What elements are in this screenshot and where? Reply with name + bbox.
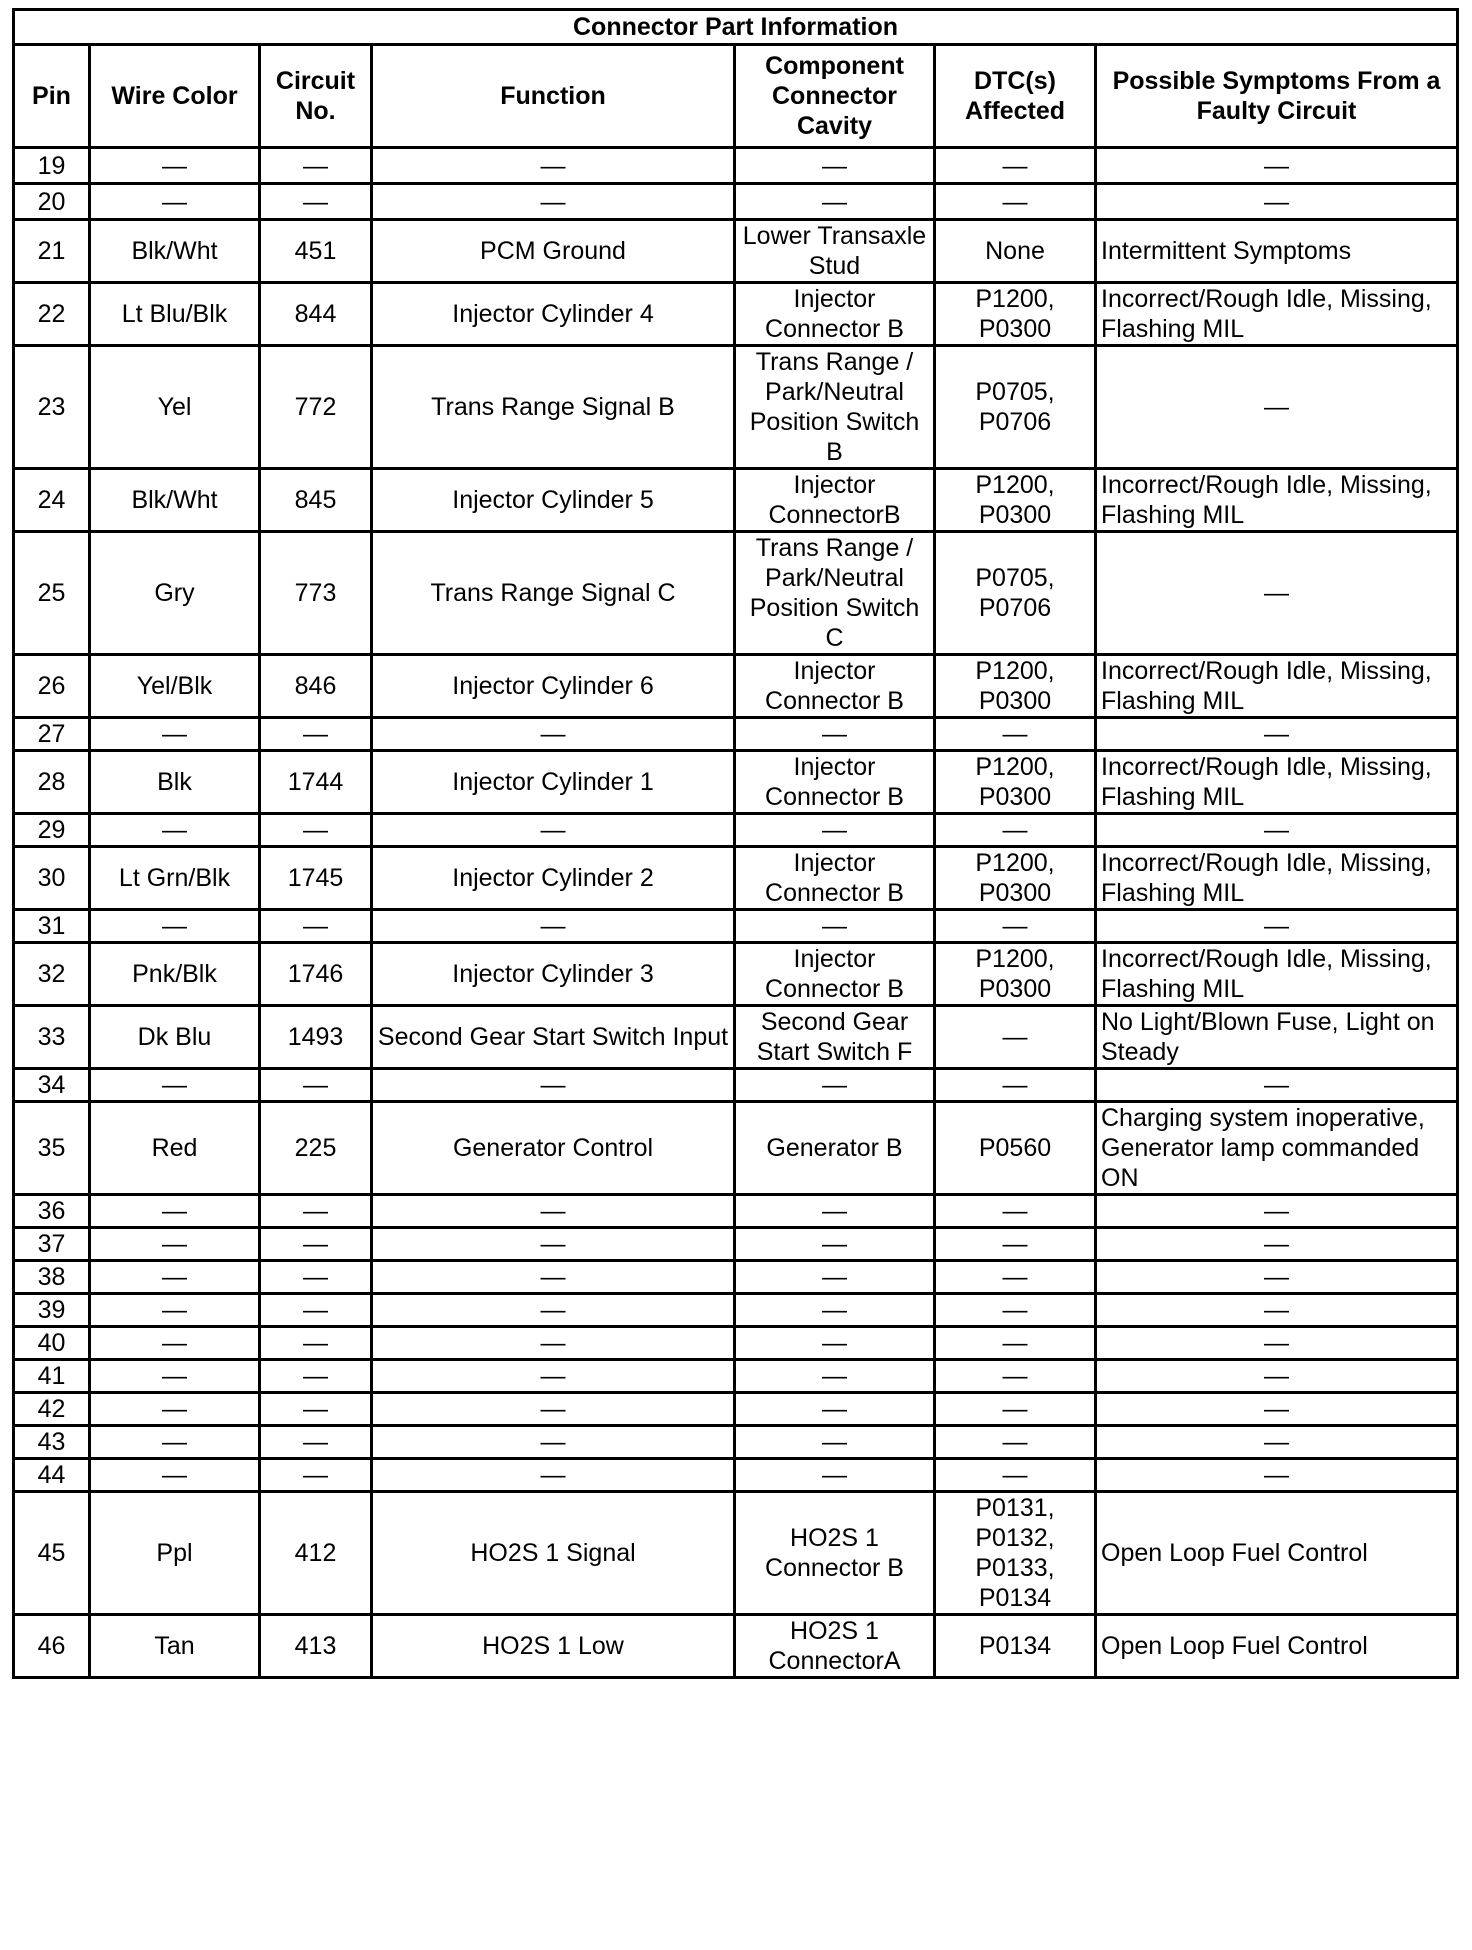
circuit-no-cell: 772 (260, 346, 372, 469)
function-cell: — (372, 1069, 735, 1102)
table-row (14, 469, 1458, 532)
circuit-no-cell: — (260, 1228, 372, 1261)
pin-cell: 44 (14, 1459, 90, 1492)
symptoms-cell: — (1096, 1294, 1458, 1327)
wire-color-cell: Dk Blu (90, 1006, 260, 1069)
wire-color-cell: — (90, 1069, 260, 1102)
function-cell: — (372, 1360, 735, 1393)
function-cell: Generator Control (372, 1102, 735, 1195)
connector-cavity-cell: — (735, 814, 935, 847)
table-row (14, 814, 1458, 847)
table-row (14, 847, 1458, 910)
circuit-no-cell: — (260, 1294, 372, 1327)
circuit-no-cell: 412 (260, 1492, 372, 1615)
dtc-cell: P0705, P0706 (935, 346, 1096, 469)
wire-color-cell: Gry (90, 532, 260, 655)
table-row (14, 1615, 1458, 1678)
pin-cell: 39 (14, 1294, 90, 1327)
symptoms-cell: — (1096, 1426, 1458, 1459)
function-cell: HO2S 1 Signal (372, 1492, 735, 1615)
header-possible-symptoms: Possible Symptoms From a Faulty Circuit (1096, 45, 1458, 148)
pin-cell: 42 (14, 1393, 90, 1426)
symptoms-cell: Incorrect/Rough Idle, Missing, Flashing MIL (1096, 283, 1458, 346)
connector-cavity-cell: HO2S 1 ConnectorA (735, 1615, 935, 1678)
function-cell: Injector Cylinder 2 (372, 847, 735, 910)
connector-cavity-cell: — (735, 718, 935, 751)
pin-cell: 37 (14, 1228, 90, 1261)
table-row (14, 532, 1458, 655)
connector-cavity-cell: — (735, 1228, 935, 1261)
wire-color-cell: — (90, 1228, 260, 1261)
wire-color-cell: — (90, 1294, 260, 1327)
header-pin: Pin (14, 45, 90, 148)
circuit-no-cell: 1744 (260, 751, 372, 814)
symptoms-cell: Incorrect/Rough Idle, Missing, Flashing MIL (1096, 847, 1458, 910)
circuit-no-cell: 845 (260, 469, 372, 532)
wire-color-cell: Blk (90, 751, 260, 814)
symptoms-cell: — (1096, 1069, 1458, 1102)
symptoms-cell: Open Loop Fuel Control (1096, 1492, 1458, 1615)
pin-cell: 34 (14, 1069, 90, 1102)
wire-color-cell: Lt Grn/Blk (90, 847, 260, 910)
dtc-cell: — (935, 1195, 1096, 1228)
symptoms-cell: Incorrect/Rough Idle, Missing, Flashing MIL (1096, 469, 1458, 532)
connector-cavity-cell: — (735, 1459, 935, 1492)
pin-cell: 38 (14, 1261, 90, 1294)
pin-cell: 25 (14, 532, 90, 655)
pin-cell: 27 (14, 718, 90, 751)
wire-color-cell: — (90, 1327, 260, 1360)
symptoms-cell: — (1096, 1360, 1458, 1393)
connector-part-table (12, 8, 1459, 1679)
header-circuit-no: Circuit No. (260, 45, 372, 148)
dtc-cell: — (935, 1294, 1096, 1327)
circuit-no-cell: 1746 (260, 943, 372, 1006)
pin-cell: 24 (14, 469, 90, 532)
connector-cavity-cell: Second Gear Start Switch F (735, 1006, 935, 1069)
circuit-no-cell: 225 (260, 1102, 372, 1195)
pin-cell: 19 (14, 148, 90, 184)
pin-cell: 31 (14, 910, 90, 943)
dtc-cell: — (935, 148, 1096, 184)
wire-color-cell: Ppl (90, 1492, 260, 1615)
connector-cavity-cell: Generator B (735, 1102, 935, 1195)
table-row (14, 1327, 1458, 1360)
table-row (14, 1360, 1458, 1393)
wire-color-cell: — (90, 718, 260, 751)
pin-cell: 40 (14, 1327, 90, 1360)
connector-cavity-cell: — (735, 1069, 935, 1102)
wire-color-cell: Pnk/Blk (90, 943, 260, 1006)
pin-cell: 22 (14, 283, 90, 346)
function-cell: — (372, 184, 735, 220)
symptoms-cell: Intermittent Symptoms (1096, 220, 1458, 283)
symptoms-cell: — (1096, 532, 1458, 655)
table-row (14, 1294, 1458, 1327)
function-cell: Trans Range Signal B (372, 346, 735, 469)
circuit-no-cell: — (260, 814, 372, 847)
dtc-cell: — (935, 718, 1096, 751)
function-cell: Injector Cylinder 5 (372, 469, 735, 532)
wire-color-cell: Red (90, 1102, 260, 1195)
symptoms-cell: Charging system inoperative, Generator lamp commanded ON (1096, 1102, 1458, 1195)
table-body (14, 148, 1458, 1678)
table-row (14, 1492, 1458, 1615)
dtc-cell: P1200, P0300 (935, 943, 1096, 1006)
dtc-cell: — (935, 1426, 1096, 1459)
dtc-cell: — (935, 184, 1096, 220)
dtc-cell: — (935, 1360, 1096, 1393)
circuit-no-cell: — (260, 718, 372, 751)
symptoms-cell: — (1096, 1459, 1458, 1492)
connector-cavity-cell: Injector Connector B (735, 283, 935, 346)
pin-cell: 43 (14, 1426, 90, 1459)
circuit-no-cell: — (260, 184, 372, 220)
pin-cell: 21 (14, 220, 90, 283)
symptoms-cell: — (1096, 346, 1458, 469)
pin-cell: 23 (14, 346, 90, 469)
connector-cavity-cell: Injector Connector B (735, 751, 935, 814)
function-cell: Injector Cylinder 4 (372, 283, 735, 346)
wire-color-cell: Tan (90, 1615, 260, 1678)
table-row (14, 943, 1458, 1006)
dtc-cell: — (935, 814, 1096, 847)
wire-color-cell: — (90, 1360, 260, 1393)
wire-color-cell: — (90, 184, 260, 220)
dtc-cell: P1200, P0300 (935, 655, 1096, 718)
table-row (14, 910, 1458, 943)
pin-cell: 35 (14, 1102, 90, 1195)
circuit-no-cell: — (260, 1426, 372, 1459)
circuit-no-cell: 844 (260, 283, 372, 346)
function-cell: — (372, 1426, 735, 1459)
circuit-no-cell: — (260, 1393, 372, 1426)
circuit-no-cell: — (260, 1069, 372, 1102)
connector-cavity-cell: — (735, 1195, 935, 1228)
connector-cavity-cell: — (735, 1294, 935, 1327)
pin-cell: 29 (14, 814, 90, 847)
circuit-no-cell: — (260, 1261, 372, 1294)
dtc-cell: — (935, 1261, 1096, 1294)
symptoms-cell: — (1096, 814, 1458, 847)
wire-color-cell: — (90, 910, 260, 943)
connector-cavity-cell: — (735, 1261, 935, 1294)
wire-color-cell: Lt Blu/Blk (90, 283, 260, 346)
wire-color-cell: Yel/Blk (90, 655, 260, 718)
function-cell: Injector Cylinder 3 (372, 943, 735, 1006)
symptoms-cell: Incorrect/Rough Idle, Missing, Flashing MIL (1096, 655, 1458, 718)
pin-cell: 30 (14, 847, 90, 910)
table-row (14, 1102, 1458, 1195)
function-cell: Injector Cylinder 1 (372, 751, 735, 814)
table-row (14, 283, 1458, 346)
symptoms-cell: Incorrect/Rough Idle, Missing, Flashing MIL (1096, 751, 1458, 814)
symptoms-cell: Open Loop Fuel Control (1096, 1615, 1458, 1678)
symptoms-cell: — (1096, 148, 1458, 184)
dtc-cell: — (935, 1459, 1096, 1492)
circuit-no-cell: — (260, 1327, 372, 1360)
table-row (14, 1195, 1458, 1228)
symptoms-cell: — (1096, 1261, 1458, 1294)
dtc-cell: P1200, P0300 (935, 751, 1096, 814)
pin-cell: 46 (14, 1615, 90, 1678)
table-row (14, 718, 1458, 751)
connector-cavity-cell: Trans Range / Park/Neutral Position Switch C (735, 532, 935, 655)
wire-color-cell: — (90, 148, 260, 184)
dtc-cell: P1200, P0300 (935, 847, 1096, 910)
function-cell: — (372, 1294, 735, 1327)
function-cell: PCM Ground (372, 220, 735, 283)
symptoms-cell: Incorrect/Rough Idle, Missing, Flashing MIL (1096, 943, 1458, 1006)
dtc-cell: — (935, 1327, 1096, 1360)
wire-color-cell: Blk/Wht (90, 469, 260, 532)
wire-color-cell: — (90, 1426, 260, 1459)
table-row (14, 1261, 1458, 1294)
pin-cell: 33 (14, 1006, 90, 1069)
connector-cavity-cell: Injector Connector B (735, 847, 935, 910)
wire-color-cell: Blk/Wht (90, 220, 260, 283)
pin-cell: 41 (14, 1360, 90, 1393)
function-cell: HO2S 1 Low (372, 1615, 735, 1678)
function-cell: — (372, 910, 735, 943)
table-row (14, 1459, 1458, 1492)
function-cell: Second Gear Start Switch Input (372, 1006, 735, 1069)
function-cell: — (372, 1261, 735, 1294)
symptoms-cell: — (1096, 184, 1458, 220)
dtc-cell: P1200, P0300 (935, 469, 1096, 532)
dtc-cell: — (935, 1006, 1096, 1069)
circuit-no-cell: — (260, 1459, 372, 1492)
symptoms-cell: — (1096, 1195, 1458, 1228)
wire-color-cell: — (90, 814, 260, 847)
pin-cell: 26 (14, 655, 90, 718)
circuit-no-cell: — (260, 1195, 372, 1228)
connector-cavity-cell: Trans Range / Park/Neutral Position Switch B (735, 346, 935, 469)
dtc-cell: P0131, P0132, P0133, P0134 (935, 1492, 1096, 1615)
wire-color-cell: — (90, 1459, 260, 1492)
symptoms-cell: No Light/Blown Fuse, Light on Steady (1096, 1006, 1458, 1069)
circuit-no-cell: 451 (260, 220, 372, 283)
symptoms-cell: — (1096, 718, 1458, 751)
symptoms-cell: — (1096, 1228, 1458, 1261)
table-row (14, 184, 1458, 220)
header-dtc-affected: DTC(s) Affected (935, 45, 1096, 148)
pin-cell: 20 (14, 184, 90, 220)
table-row (14, 346, 1458, 469)
connector-cavity-cell: — (735, 1426, 935, 1459)
circuit-no-cell: 1745 (260, 847, 372, 910)
connector-cavity-cell: Injector Connector B (735, 655, 935, 718)
table-row (14, 1393, 1458, 1426)
symptoms-cell: — (1096, 1327, 1458, 1360)
wire-color-cell: Yel (90, 346, 260, 469)
dtc-cell: P1200, P0300 (935, 283, 1096, 346)
function-cell: — (372, 718, 735, 751)
dtc-cell: — (935, 1393, 1096, 1426)
pin-cell: 32 (14, 943, 90, 1006)
function-cell: — (372, 1195, 735, 1228)
connector-cavity-cell: — (735, 1360, 935, 1393)
symptoms-cell: — (1096, 1393, 1458, 1426)
header-wire-color: Wire Color (90, 45, 260, 148)
symptoms-cell: — (1096, 910, 1458, 943)
table-row (14, 1228, 1458, 1261)
connector-cavity-cell: — (735, 184, 935, 220)
circuit-no-cell: 773 (260, 532, 372, 655)
pin-cell: 36 (14, 1195, 90, 1228)
function-cell: — (372, 1228, 735, 1261)
dtc-cell: — (935, 1228, 1096, 1261)
wire-color-cell: — (90, 1195, 260, 1228)
function-cell: — (372, 1393, 735, 1426)
header-connector-cavity: Component Connector Cavity (735, 45, 935, 148)
dtc-cell: None (935, 220, 1096, 283)
connector-cavity-cell: — (735, 148, 935, 184)
function-cell: — (372, 1327, 735, 1360)
function-cell: — (372, 148, 735, 184)
circuit-no-cell: 1493 (260, 1006, 372, 1069)
dtc-cell: — (935, 1069, 1096, 1102)
table-row (14, 1069, 1458, 1102)
connector-cavity-cell: — (735, 910, 935, 943)
table-row (14, 1426, 1458, 1459)
pin-cell: 28 (14, 751, 90, 814)
table-row (14, 148, 1458, 184)
function-cell: — (372, 1459, 735, 1492)
header-function: Function (372, 45, 735, 148)
table-row (14, 751, 1458, 814)
connector-cavity-cell: — (735, 1327, 935, 1360)
connector-cavity-cell: — (735, 1393, 935, 1426)
circuit-no-cell: 846 (260, 655, 372, 718)
connector-cavity-cell: Injector Connector B (735, 943, 935, 1006)
connector-cavity-cell: HO2S 1 Connector B (735, 1492, 935, 1615)
function-cell: Injector Cylinder 6 (372, 655, 735, 718)
circuit-no-cell: — (260, 910, 372, 943)
connector-cavity-cell: Lower Transaxle Stud (735, 220, 935, 283)
circuit-no-cell: — (260, 1360, 372, 1393)
function-cell: Trans Range Signal C (372, 532, 735, 655)
wire-color-cell: — (90, 1393, 260, 1426)
function-cell: — (372, 814, 735, 847)
circuit-no-cell: 413 (260, 1615, 372, 1678)
table-row (14, 655, 1458, 718)
pin-cell: 45 (14, 1492, 90, 1615)
circuit-no-cell: — (260, 148, 372, 184)
dtc-cell: P0560 (935, 1102, 1096, 1195)
connector-cavity-cell: Injector ConnectorB (735, 469, 935, 532)
dtc-cell: P0134 (935, 1615, 1096, 1678)
dtc-cell: P0705, P0706 (935, 532, 1096, 655)
table-row (14, 1006, 1458, 1069)
wire-color-cell: — (90, 1261, 260, 1294)
table-title: Connector Part Information (14, 10, 1458, 45)
table-row (14, 220, 1458, 283)
connector-table-sheet (12, 8, 1456, 1679)
dtc-cell: — (935, 910, 1096, 943)
